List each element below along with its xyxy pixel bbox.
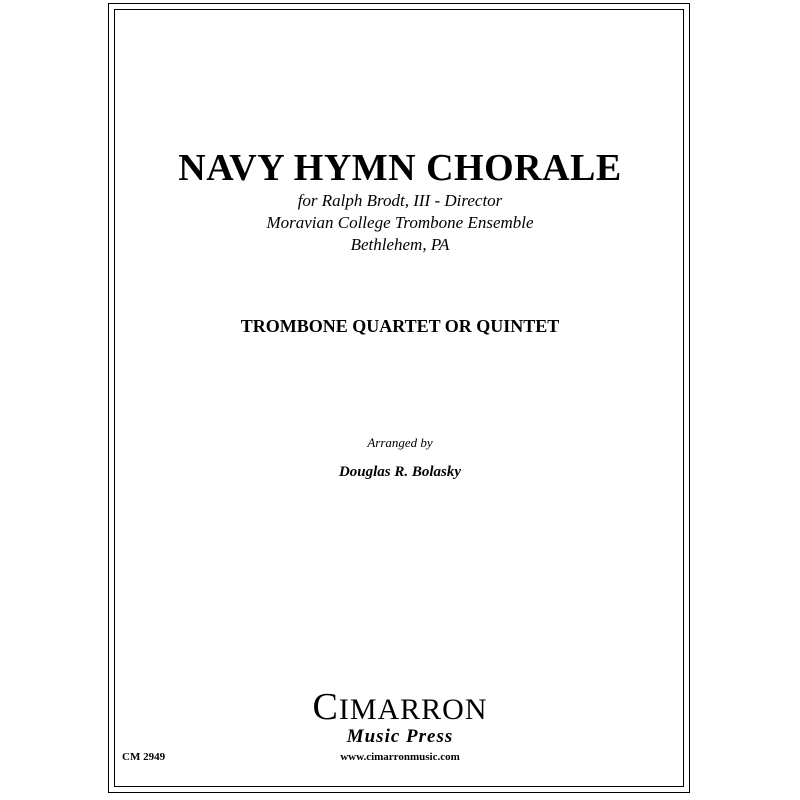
dedication-line: Bethlehem, PA xyxy=(350,235,450,254)
dedication-line: for Ralph Brodt, III - Director xyxy=(297,191,503,210)
arranged-by-label: Arranged by xyxy=(367,435,433,450)
publisher-logo xyxy=(0,686,800,728)
instrumentation: TROMBONE QUARTET OR QUINTET xyxy=(240,316,560,336)
dedication-block xyxy=(0,190,800,256)
score-title: NAVY HYMN CHORALE xyxy=(178,147,622,189)
publisher-website: www.cimarronmusic.com xyxy=(340,751,460,763)
publisher-subtitle: Music Press xyxy=(346,726,454,747)
arranger-name: Douglas R. Bolasky xyxy=(338,464,462,480)
catalog-number: CM 2949 xyxy=(122,751,166,763)
publisher-logo-initial: C xyxy=(312,686,339,728)
dedication-line: Moravian College Trombone Ensemble xyxy=(266,213,534,232)
page-border-inner xyxy=(114,9,684,787)
publisher-logo-rest: IMARRON xyxy=(338,693,488,726)
